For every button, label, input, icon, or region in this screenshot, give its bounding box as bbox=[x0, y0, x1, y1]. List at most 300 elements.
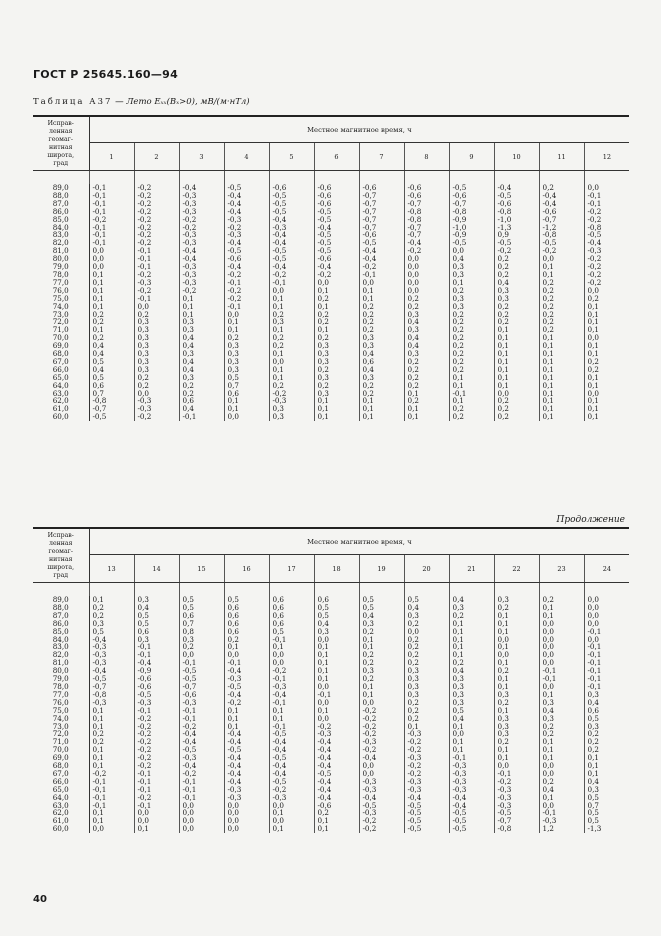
value-cell: 0,2 bbox=[539, 295, 584, 303]
value-cell: -0,9 bbox=[449, 231, 494, 239]
value-cell: 0,3 bbox=[359, 342, 404, 350]
value-cell: -0,4 bbox=[224, 738, 269, 746]
value-cell: 0,1 bbox=[314, 303, 359, 311]
value-cell: -0,3 bbox=[224, 231, 269, 239]
value-cell: 0,2 bbox=[539, 311, 584, 319]
value-cell: -0,3 bbox=[134, 279, 179, 287]
value-cell: 0,2 bbox=[359, 659, 404, 667]
value-cell: 0,0 bbox=[269, 817, 314, 825]
value-cell: 0,1 bbox=[134, 825, 179, 833]
hour-column-header: 6 bbox=[314, 143, 359, 171]
value-cell: -0,1 bbox=[134, 255, 179, 263]
latitude-cell: 62,0 bbox=[33, 809, 89, 817]
value-cell: -0,5 bbox=[449, 239, 494, 247]
value-cell: -0,5 bbox=[404, 809, 449, 817]
value-cell: 0,3 bbox=[359, 620, 404, 628]
value-cell: -0,2 bbox=[134, 184, 179, 192]
value-cell: -0,2 bbox=[494, 778, 539, 786]
value-cell: 0,1 bbox=[224, 405, 269, 413]
value-cell: -0,2 bbox=[404, 746, 449, 754]
value-cell: -0,1 bbox=[539, 675, 584, 683]
value-cell: 0,3 bbox=[494, 596, 539, 604]
value-cell: 0,0 bbox=[404, 263, 449, 271]
value-cell: 0,0 bbox=[134, 303, 179, 311]
value-cell: 0,0 bbox=[314, 279, 359, 287]
value-cell: -0,2 bbox=[584, 208, 629, 216]
value-cell: 0,1 bbox=[539, 263, 584, 271]
value-cell: 0,0 bbox=[179, 817, 224, 825]
value-cell: -0,2 bbox=[404, 247, 449, 255]
latitude-cell: 66,0 bbox=[33, 366, 89, 374]
latitude-cell: 78,0 bbox=[33, 271, 89, 279]
value-cell: 0,2 bbox=[179, 382, 224, 390]
value-cell: 0,2 bbox=[404, 651, 449, 659]
value-cell: 0,1 bbox=[359, 295, 404, 303]
value-cell: -0,3 bbox=[494, 786, 539, 794]
value-cell: 0,0 bbox=[224, 817, 269, 825]
value-cell: -0,4 bbox=[224, 762, 269, 770]
value-cell: 0,4 bbox=[584, 778, 629, 786]
table-row bbox=[33, 659, 629, 667]
value-cell: -1,3 bbox=[584, 825, 629, 833]
value-cell: -0,2 bbox=[134, 224, 179, 232]
value-cell: 0,0 bbox=[404, 628, 449, 636]
value-cell: 0,1 bbox=[224, 707, 269, 715]
value-cell: -0,6 bbox=[404, 192, 449, 200]
value-cell: -0,3 bbox=[359, 809, 404, 817]
value-cell: -0,3 bbox=[89, 699, 134, 707]
value-cell: -0,2 bbox=[134, 216, 179, 224]
value-cell: -0,1 bbox=[584, 643, 629, 651]
value-cell: 0,2 bbox=[449, 318, 494, 326]
table-row bbox=[33, 239, 629, 247]
value-cell: 0,6 bbox=[89, 382, 134, 390]
value-cell: 0,3 bbox=[449, 295, 494, 303]
value-cell: -0,2 bbox=[494, 247, 539, 255]
table-row bbox=[33, 817, 629, 825]
value-cell: 0,1 bbox=[449, 628, 494, 636]
value-cell: 0,6 bbox=[269, 620, 314, 628]
value-cell: 0,1 bbox=[494, 342, 539, 350]
value-cell: -0,2 bbox=[539, 247, 584, 255]
value-cell: 0,1 bbox=[449, 651, 494, 659]
value-cell: 0,1 bbox=[359, 287, 404, 295]
table-row bbox=[33, 723, 629, 731]
value-cell: -0,2 bbox=[224, 287, 269, 295]
value-cell: -0,2 bbox=[314, 271, 359, 279]
value-cell: 0,2 bbox=[359, 628, 404, 636]
value-cell: -0,9 bbox=[449, 216, 494, 224]
hour-column-header: 24 bbox=[584, 555, 629, 583]
value-cell: -0,4 bbox=[224, 263, 269, 271]
value-cell: -0,3 bbox=[404, 786, 449, 794]
table-row bbox=[33, 326, 629, 334]
value-cell: 0,0 bbox=[179, 651, 224, 659]
value-cell: 0,1 bbox=[494, 382, 539, 390]
value-cell: 0,0 bbox=[404, 271, 449, 279]
table-row bbox=[33, 311, 629, 319]
value-cell: 0,2 bbox=[494, 397, 539, 405]
value-cell: 0,2 bbox=[494, 303, 539, 311]
value-cell: -0,7 bbox=[89, 683, 134, 691]
value-cell: 0,1 bbox=[224, 723, 269, 731]
hour-column-header: 1 bbox=[89, 143, 134, 171]
value-cell: 0,1 bbox=[359, 643, 404, 651]
value-cell: 0,2 bbox=[449, 311, 494, 319]
value-cell: -0,6 bbox=[404, 184, 449, 192]
value-cell: 0,4 bbox=[179, 366, 224, 374]
value-cell: 0,2 bbox=[404, 636, 449, 644]
hour-column-header: 23 bbox=[539, 555, 584, 583]
value-cell: -0,4 bbox=[224, 754, 269, 762]
value-cell: 0,5 bbox=[269, 628, 314, 636]
value-cell: 0,0 bbox=[269, 651, 314, 659]
value-cell: 0,3 bbox=[269, 413, 314, 421]
value-cell: 0,7 bbox=[89, 390, 134, 398]
value-cell: 0,3 bbox=[449, 699, 494, 707]
value-cell: -0,3 bbox=[494, 802, 539, 810]
value-cell: 0,2 bbox=[269, 334, 314, 342]
value-cell: -0,1 bbox=[449, 754, 494, 762]
value-cell: 0,2 bbox=[359, 326, 404, 334]
value-cell: 0,1 bbox=[494, 659, 539, 667]
value-cell: -0,3 bbox=[179, 754, 224, 762]
value-cell: 0,3 bbox=[404, 311, 449, 319]
value-cell: 0,0 bbox=[539, 770, 584, 778]
value-cell: 0,6 bbox=[224, 612, 269, 620]
value-cell: 0,0 bbox=[314, 683, 359, 691]
value-cell: -0,7 bbox=[89, 405, 134, 413]
value-cell: 0,3 bbox=[134, 334, 179, 342]
value-cell: 0,2 bbox=[539, 287, 584, 295]
value-cell: -0,1 bbox=[179, 794, 224, 802]
value-cell: 0,1 bbox=[539, 271, 584, 279]
value-cell: -0,9 bbox=[134, 667, 179, 675]
value-cell: 0,0 bbox=[539, 636, 584, 644]
value-cell: -0,1 bbox=[89, 794, 134, 802]
value-cell: 0,0 bbox=[89, 255, 134, 263]
hour-column-header: 18 bbox=[314, 555, 359, 583]
value-cell: 0,2 bbox=[359, 318, 404, 326]
table-row bbox=[33, 738, 629, 746]
value-cell: 0,1 bbox=[584, 770, 629, 778]
value-cell: -0,5 bbox=[269, 200, 314, 208]
value-cell: 0,1 bbox=[539, 382, 584, 390]
table-row bbox=[33, 216, 629, 224]
table-label: Таблица А37 bbox=[33, 97, 113, 107]
value-cell: 0,1 bbox=[224, 318, 269, 326]
value-cell: 0,1 bbox=[539, 405, 584, 413]
value-cell: 0,3 bbox=[224, 350, 269, 358]
value-cell: -0,7 bbox=[359, 224, 404, 232]
value-cell: -0,2 bbox=[224, 271, 269, 279]
value-cell: 0,5 bbox=[224, 596, 269, 604]
hour-column-header: 14 bbox=[134, 555, 179, 583]
value-cell: 0,1 bbox=[314, 825, 359, 833]
value-cell: -0,2 bbox=[134, 271, 179, 279]
value-cell: 0,4 bbox=[404, 334, 449, 342]
value-cell: 0,3 bbox=[449, 303, 494, 311]
value-cell: 0,1 bbox=[494, 628, 539, 636]
value-cell: -0,3 bbox=[449, 778, 494, 786]
table-row bbox=[33, 390, 629, 398]
value-cell: -0,3 bbox=[224, 216, 269, 224]
value-cell: 0,3 bbox=[449, 691, 494, 699]
value-cell: 0,1 bbox=[224, 397, 269, 405]
value-cell: -0,4 bbox=[224, 192, 269, 200]
value-cell: -0,1 bbox=[89, 184, 134, 192]
value-cell: 0,1 bbox=[494, 334, 539, 342]
value-cell: -0,1 bbox=[449, 390, 494, 398]
value-cell: 0,2 bbox=[404, 699, 449, 707]
value-cell: -0,4 bbox=[314, 746, 359, 754]
value-cell: -0,3 bbox=[314, 730, 359, 738]
value-cell: -0,8 bbox=[89, 691, 134, 699]
value-cell: 0,1 bbox=[179, 303, 224, 311]
table-row bbox=[33, 730, 629, 738]
latitude-cell: 71,0 bbox=[33, 738, 89, 746]
value-cell: -0,3 bbox=[449, 762, 494, 770]
value-cell: -0,2 bbox=[359, 825, 404, 833]
latitude-cell: 80,0 bbox=[33, 255, 89, 263]
value-cell: 0,0 bbox=[584, 596, 629, 604]
value-cell: -0,4 bbox=[224, 200, 269, 208]
value-cell: 0,0 bbox=[179, 825, 224, 833]
value-cell: -0,8 bbox=[539, 231, 584, 239]
value-cell: 0,2 bbox=[449, 334, 494, 342]
value-cell: -0,1 bbox=[584, 659, 629, 667]
value-cell: -0,5 bbox=[89, 413, 134, 421]
table-row bbox=[33, 303, 629, 311]
value-cell: 0,0 bbox=[404, 279, 449, 287]
value-cell: 0,1 bbox=[224, 643, 269, 651]
table-row bbox=[33, 200, 629, 208]
value-cell: 0,2 bbox=[269, 342, 314, 350]
latitude-cell: 65,0 bbox=[33, 374, 89, 382]
value-cell: 0,5 bbox=[584, 817, 629, 825]
value-cell: -0,3 bbox=[89, 659, 134, 667]
value-cell: 0,1 bbox=[314, 817, 359, 825]
latitude-cell: 85,0 bbox=[33, 628, 89, 636]
value-cell: -0,4 bbox=[314, 762, 359, 770]
value-cell: 0,5 bbox=[89, 358, 134, 366]
value-cell: 0,3 bbox=[314, 390, 359, 398]
value-cell: -0,1 bbox=[179, 659, 224, 667]
value-cell: -0,3 bbox=[269, 794, 314, 802]
value-cell: 0,1 bbox=[449, 643, 494, 651]
latitude-cell: 89,0 bbox=[33, 184, 89, 192]
value-cell: 0,1 bbox=[539, 604, 584, 612]
value-cell: 0,2 bbox=[494, 255, 539, 263]
value-cell: 0,1 bbox=[584, 318, 629, 326]
value-cell: -0,1 bbox=[134, 643, 179, 651]
value-cell: 0,4 bbox=[179, 405, 224, 413]
value-cell: -0,2 bbox=[134, 738, 179, 746]
value-cell: 0,0 bbox=[494, 651, 539, 659]
value-cell: -0,3 bbox=[89, 643, 134, 651]
value-cell: 0,2 bbox=[539, 303, 584, 311]
value-cell: 0,1 bbox=[539, 366, 584, 374]
value-cell: 0,0 bbox=[314, 636, 359, 644]
table-row bbox=[33, 287, 629, 295]
table-row bbox=[33, 667, 629, 675]
value-cell: 0,5 bbox=[179, 604, 224, 612]
stub-header: Исправ- ленная геомаг- нитная широта, град bbox=[33, 528, 89, 583]
value-cell: -0,4 bbox=[584, 239, 629, 247]
value-cell: 0,1 bbox=[449, 636, 494, 644]
latitude-cell: 79,0 bbox=[33, 263, 89, 271]
value-cell: 0,1 bbox=[539, 413, 584, 421]
value-cell: -0,1 bbox=[134, 295, 179, 303]
hour-column-header: 10 bbox=[494, 143, 539, 171]
value-cell: 0,3 bbox=[224, 342, 269, 350]
value-cell: -0,1 bbox=[269, 279, 314, 287]
value-cell: 0,3 bbox=[179, 374, 224, 382]
page-number: 40 bbox=[33, 894, 47, 905]
value-cell: 0,2 bbox=[404, 374, 449, 382]
value-cell: -0,2 bbox=[359, 707, 404, 715]
value-cell: 0,1 bbox=[584, 350, 629, 358]
value-cell: 0,1 bbox=[314, 405, 359, 413]
table-row bbox=[33, 762, 629, 770]
value-cell: 0,1 bbox=[269, 707, 314, 715]
value-cell: 0,3 bbox=[494, 715, 539, 723]
value-cell: 0,0 bbox=[89, 247, 134, 255]
value-cell: -0,4 bbox=[314, 778, 359, 786]
table-row bbox=[33, 596, 629, 604]
table-row bbox=[33, 620, 629, 628]
value-cell: 0,2 bbox=[494, 271, 539, 279]
value-cell: -0,2 bbox=[134, 794, 179, 802]
value-cell: 0,4 bbox=[314, 620, 359, 628]
value-cell: -0,3 bbox=[179, 699, 224, 707]
value-cell: -0,1 bbox=[224, 659, 269, 667]
value-cell: -0,2 bbox=[359, 817, 404, 825]
value-cell: 0,0 bbox=[539, 628, 584, 636]
value-cell: 0,2 bbox=[404, 715, 449, 723]
value-cell: 0,2 bbox=[539, 778, 584, 786]
latitude-cell: 77,0 bbox=[33, 279, 89, 287]
value-cell: 0,2 bbox=[539, 730, 584, 738]
value-cell: -0,4 bbox=[224, 691, 269, 699]
table-row bbox=[33, 794, 629, 802]
value-cell: -0,5 bbox=[539, 239, 584, 247]
value-cell: 0,0 bbox=[539, 802, 584, 810]
value-cell: -0,4 bbox=[314, 794, 359, 802]
value-cell: -0,4 bbox=[224, 730, 269, 738]
value-cell: 0,3 bbox=[404, 675, 449, 683]
value-cell: 0,3 bbox=[539, 699, 584, 707]
value-cell: 0,0 bbox=[539, 659, 584, 667]
value-cell: 0,6 bbox=[269, 612, 314, 620]
value-cell: -0,4 bbox=[89, 636, 134, 644]
hour-column-header: 15 bbox=[179, 555, 224, 583]
value-cell: 0,0 bbox=[449, 730, 494, 738]
value-cell: -0,4 bbox=[269, 746, 314, 754]
value-cell: -0,3 bbox=[89, 651, 134, 659]
value-cell: -0,3 bbox=[539, 817, 584, 825]
value-cell: -0,3 bbox=[449, 770, 494, 778]
value-cell: 0,2 bbox=[89, 604, 134, 612]
value-cell: -0,1 bbox=[179, 707, 224, 715]
value-cell: -0,6 bbox=[314, 192, 359, 200]
table-row bbox=[33, 247, 629, 255]
value-cell: 0,1 bbox=[314, 413, 359, 421]
value-cell: -0,4 bbox=[269, 239, 314, 247]
value-cell: 0,0 bbox=[89, 825, 134, 833]
table-caption bbox=[33, 97, 250, 107]
value-cell: -0,1 bbox=[134, 247, 179, 255]
value-cell: 0,3 bbox=[359, 667, 404, 675]
table-row bbox=[33, 699, 629, 707]
value-cell: 0,1 bbox=[179, 311, 224, 319]
value-cell: 0,3 bbox=[359, 374, 404, 382]
value-cell: 0,5 bbox=[89, 628, 134, 636]
table-row bbox=[33, 374, 629, 382]
value-cell: -0,5 bbox=[269, 192, 314, 200]
value-cell: -0,5 bbox=[449, 817, 494, 825]
latitude-cell: 64,0 bbox=[33, 382, 89, 390]
value-cell: 0,1 bbox=[584, 405, 629, 413]
table-row bbox=[33, 651, 629, 659]
hour-column-header: 17 bbox=[269, 555, 314, 583]
value-cell: -0,4 bbox=[269, 762, 314, 770]
value-cell: -1,0 bbox=[449, 224, 494, 232]
value-cell: 0,1 bbox=[89, 715, 134, 723]
value-cell: 0,1 bbox=[539, 691, 584, 699]
value-cell: 0,2 bbox=[584, 358, 629, 366]
value-cell: 0,3 bbox=[494, 287, 539, 295]
table-row bbox=[33, 192, 629, 200]
value-cell: 0,3 bbox=[269, 405, 314, 413]
value-cell: -0,1 bbox=[269, 636, 314, 644]
value-cell: 0,0 bbox=[359, 770, 404, 778]
table-row bbox=[33, 366, 629, 374]
value-cell: 0,1 bbox=[494, 358, 539, 366]
value-cell: 0,6 bbox=[584, 707, 629, 715]
value-cell: -0,1 bbox=[269, 675, 314, 683]
value-cell: 0,3 bbox=[224, 366, 269, 374]
value-cell: -0,4 bbox=[179, 184, 224, 192]
value-cell: 0,1 bbox=[359, 691, 404, 699]
value-cell: 0,3 bbox=[404, 667, 449, 675]
latitude-cell: 73,0 bbox=[33, 311, 89, 319]
value-cell: 0,6 bbox=[359, 358, 404, 366]
value-cell: 0,4 bbox=[179, 342, 224, 350]
value-cell: 0,7 bbox=[584, 802, 629, 810]
table-row bbox=[33, 715, 629, 723]
value-cell: 0,4 bbox=[584, 699, 629, 707]
table-row bbox=[33, 825, 629, 833]
value-cell: -0,4 bbox=[179, 730, 224, 738]
value-cell: 0,1 bbox=[584, 342, 629, 350]
value-cell: -0,1 bbox=[494, 770, 539, 778]
value-cell: -0,2 bbox=[134, 762, 179, 770]
hour-column-header: 2 bbox=[134, 143, 179, 171]
hour-column-header: 9 bbox=[449, 143, 494, 171]
value-cell: 0,3 bbox=[449, 263, 494, 271]
value-cell: 0,1 bbox=[494, 683, 539, 691]
value-cell: -0,5 bbox=[224, 247, 269, 255]
value-cell: 0,7 bbox=[179, 620, 224, 628]
value-cell: -0,7 bbox=[359, 192, 404, 200]
value-cell: 0,8 bbox=[179, 628, 224, 636]
value-cell: 0,2 bbox=[179, 390, 224, 398]
value-cell: -0,2 bbox=[224, 224, 269, 232]
latitude-cell: 88,0 bbox=[33, 192, 89, 200]
value-cell: 0,6 bbox=[269, 604, 314, 612]
value-cell: 0,2 bbox=[449, 350, 494, 358]
